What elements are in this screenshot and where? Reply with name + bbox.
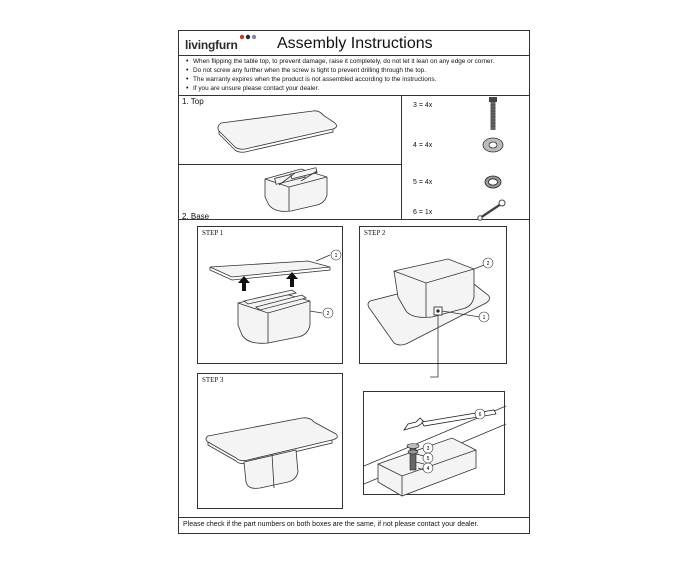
header xyxy=(179,31,529,56)
svg-text:1: 1 xyxy=(482,315,486,321)
svg-text:1: 1 xyxy=(334,253,338,259)
step-3-panel xyxy=(197,373,343,509)
step-3-title: STEP 3 xyxy=(202,376,224,384)
page-title: Assembly Instructions xyxy=(277,35,433,52)
instruction-sheet xyxy=(178,30,530,534)
table-top-illustration xyxy=(215,109,345,153)
svg-text:5: 5 xyxy=(426,456,430,462)
note-item: • If you are unsure please contact your dealer. xyxy=(185,84,529,93)
callout-1 xyxy=(478,311,490,323)
base-illustration xyxy=(261,165,331,215)
detail-panel xyxy=(363,391,505,495)
callout-2 xyxy=(322,307,334,319)
svg-text:6: 6 xyxy=(478,412,482,418)
brand-dots-icon xyxy=(239,34,261,40)
footer-note: Please check if the part numbers on both boxes are the same, if not please contact your dealer. xyxy=(183,521,479,528)
step-1-panel xyxy=(197,226,343,364)
brand-logo: livingfurn xyxy=(185,38,238,52)
callout-2 xyxy=(482,257,494,269)
step-2-panel xyxy=(359,226,507,364)
notes-list xyxy=(185,57,529,93)
note-item: • Do not screw any further when the screw is tight to prevent drilling through the top. xyxy=(185,66,529,75)
callout-4 xyxy=(422,462,434,474)
note-item: • When flipping the table top, to prevent damage, raise it completely, do not let it lean on any edge or corner. xyxy=(185,57,529,66)
note-item: • The warranty expires when the product is not assembled according to the instructions. xyxy=(185,75,529,84)
svg-text:2: 2 xyxy=(326,311,330,317)
step-1-illustration xyxy=(198,227,344,365)
part-label: 3 = 4x xyxy=(413,102,433,109)
washer-icon xyxy=(482,137,504,153)
divider xyxy=(179,95,529,96)
bolt-icon xyxy=(487,97,499,131)
svg-text:3: 3 xyxy=(426,446,430,452)
step-2-illustration xyxy=(360,227,508,365)
section-label-base: 2. Base xyxy=(182,212,210,221)
step-3-illustration xyxy=(198,374,344,510)
step-1-title: STEP 1 xyxy=(202,229,224,237)
callout-6 xyxy=(474,408,486,420)
step-2-title: STEP 2 xyxy=(364,229,386,237)
section-label-top: 1. Top xyxy=(182,97,204,106)
divider xyxy=(401,96,402,219)
part-label: 4 = 4x xyxy=(413,142,433,149)
svg-text:4: 4 xyxy=(426,466,430,472)
part-label: 5 = 4x xyxy=(413,179,433,186)
divider xyxy=(179,517,529,518)
callout-1 xyxy=(330,249,342,261)
wrench-icon xyxy=(477,199,507,221)
part-label: 6 = 1x xyxy=(413,209,433,216)
svg-text:2: 2 xyxy=(486,261,490,267)
spring-washer-icon xyxy=(484,175,502,189)
